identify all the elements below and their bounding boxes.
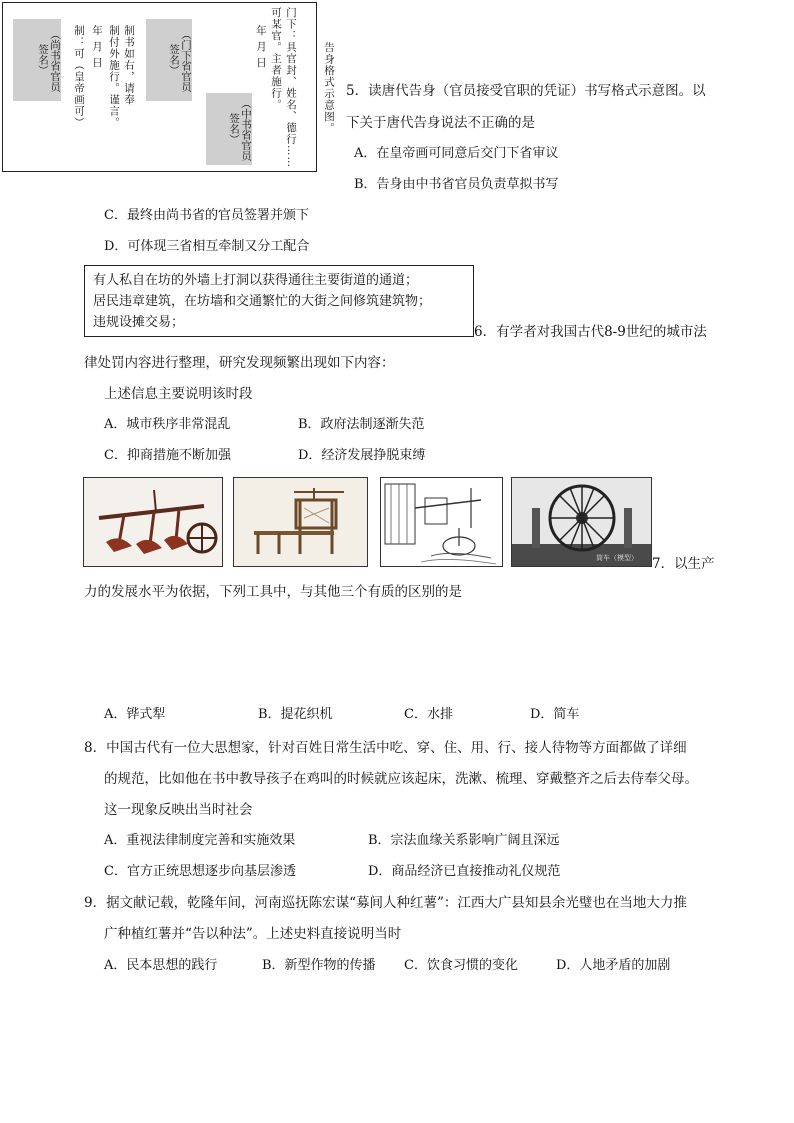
water-wheel-label: 筒车（模型） (596, 554, 638, 562)
q8-stem-line2: 的规范，比如他在书中教导孩子在鸡叫的时候就应该起床，洗漱、梳理、穿戴整齐之后去侍奉父母。 (104, 771, 698, 787)
q7-option-b[interactable]: B．提花织机 (258, 707, 333, 722)
q5-option-d[interactable]: D．可体现三省相互牵制又分工配合 (104, 239, 310, 254)
q6-option-d[interactable]: D．经济发展挣脱束缚 (298, 448, 426, 463)
q6-stem-line3: 上述信息主要说明该时段 (104, 386, 253, 402)
q8-option-d[interactable]: D．商品经济已直接推动礼仪规范 (368, 864, 561, 879)
gaoshen-text-col-2: 可某官。主者施行。 (270, 7, 282, 111)
gaoshen-text-col-1: 门下：具官封、姓名、德行…… (285, 7, 297, 168)
q6-box-line: 居民违章建筑，在坊墙和交通繁忙的大街之间修筑建筑物； (93, 294, 432, 309)
gaoshen-format-figure (2, 2, 317, 172)
water-bellows-illustration (381, 478, 502, 566)
q7-option-d[interactable]: D．简车 (530, 707, 580, 722)
q8-stem-line3: 这一现象反映出当时社会 (104, 802, 253, 818)
plow-illustration (84, 478, 222, 566)
q9-option-a[interactable]: A．民本思想的践行 (104, 958, 218, 973)
q8-option-b[interactable]: B．宗法血缘关系影响广阔且深远 (368, 833, 560, 848)
plow-image (83, 477, 223, 567)
q7-option-a[interactable]: A．铧式犁 (104, 707, 166, 722)
q6-option-c[interactable]: C．抑商措施不断加强 (104, 448, 231, 463)
gaoshen-text-col-5: 制付外施行。谨言。 (108, 25, 120, 129)
q9-option-c[interactable]: C．饮食习惯的变化 (404, 958, 518, 973)
q5-stem-line1: 5．读唐代告身（官员接受官职的凭证）书写格式示意图。以 (346, 83, 706, 99)
water-wheel-image (511, 477, 652, 567)
water-wheel-illustration (512, 478, 651, 566)
q8-stem-line1: 8．中国古代有一位大思想家，针对百姓日常生活中吃、穿、住、用、行、接人待物等方面都做了详细 (84, 740, 687, 756)
q9-option-b[interactable]: B．新型作物的传播 (262, 958, 376, 973)
q9-stem-line2: 广种植红薯并“告以种法”。上述史料直接说明当时 (104, 926, 402, 942)
menxia-signature-box: （门下省官员 签名） (146, 19, 192, 101)
gaoshen-text-col-4: 制书如右，请奉 (123, 25, 135, 106)
q7-stem-line1: 7．以生产 (652, 556, 715, 572)
q6-box-line: 有人私自在坊的外墙上打洞以获得通往主要街道的通道； (93, 273, 419, 288)
q6-stem-line2: 律处罚内容进行整理，研究发现频繁出现如下内容： (84, 355, 395, 371)
q5-stem-line2: 下关于唐代告身说法不正确的是 (346, 115, 535, 131)
q5-option-c[interactable]: C．最终由尚书省的官员签署并颁下 (104, 208, 309, 223)
loom-image (233, 477, 368, 567)
q5-option-b[interactable]: B．告身由中书省官员负责草拟书写 (354, 177, 559, 192)
q5-option-a[interactable]: A．在皇帝画可同意后交门下省审议 (354, 146, 559, 161)
q7-stem-line2: 力的发展水平为依据，下列工具中，与其他三个有质的区别的是 (84, 584, 462, 600)
q6-option-b[interactable]: B．政府法制逐渐失范 (298, 417, 425, 432)
q9-option-d[interactable]: D．人地矛盾的加剧 (556, 958, 671, 973)
q7-option-c[interactable]: C．水排 (404, 707, 453, 722)
loom-illustration (234, 478, 367, 566)
gaoshen-text-col-6: 年 月 日 (91, 25, 103, 69)
gaoshen-text-col-7: 制：可（皇帝画可） (73, 25, 85, 129)
zhongshu-signature-box: （中书省官员 签名） (206, 93, 252, 165)
q8-option-c[interactable]: C．官方正统思想逐步向基层渗透 (104, 864, 296, 879)
water-bellows-image (380, 477, 503, 567)
q6-box-line: 违规设摊交易； (93, 315, 185, 330)
q6-option-a[interactable]: A．城市秩序非常混乱 (104, 417, 231, 432)
q6-legal-content-box (84, 265, 474, 337)
gaoshen-text-col-3: 年 月 日 (255, 25, 267, 69)
shangshu-signature-box: （尚书省官员 签名） (13, 19, 61, 101)
q9-stem-line1: 9．据文献记载，乾隆年间，河南巡抚陈宏谋“募间人种红薯”：江西大广县知县余光璧也在当地大力推 (84, 895, 687, 911)
figure-caption: 告身格式示意图。 (323, 42, 335, 134)
q8-option-a[interactable]: A．重视法律制度完善和实施效果 (104, 833, 296, 848)
q6-stem-line1: 6．有学者对我国古代8-9世纪的城市法 (474, 324, 707, 340)
